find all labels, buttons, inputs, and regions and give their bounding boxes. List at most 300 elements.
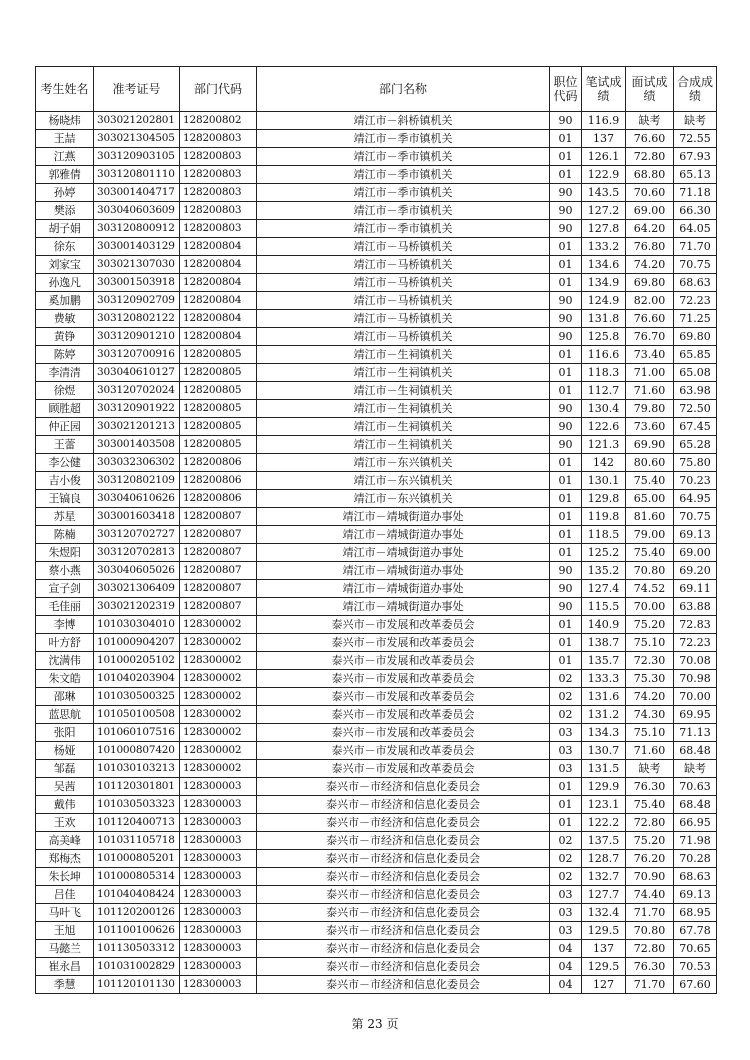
cell-interview-score: 69.00 bbox=[626, 202, 674, 220]
header-ticket: 准考证号 bbox=[94, 67, 180, 112]
cell-written-score: 122.2 bbox=[582, 814, 626, 832]
cell-total-score: 70.98 bbox=[674, 670, 717, 688]
cell-interview-score: 75.20 bbox=[626, 832, 674, 850]
cell-dept-code: 128200804 bbox=[180, 328, 257, 346]
cell-interview-score: 76.30 bbox=[626, 958, 674, 976]
cell-name: 吴茜 bbox=[36, 778, 94, 796]
cell-interview-score: 缺考 bbox=[626, 112, 674, 130]
cell-position-code: 01 bbox=[550, 346, 582, 364]
table-row bbox=[36, 508, 717, 526]
cell-name: 王蕾 bbox=[36, 436, 94, 454]
cell-written-score: 135.7 bbox=[582, 652, 626, 670]
cell-written-score: 135.2 bbox=[582, 562, 626, 580]
cell-dept-name: 靖江市－马桥镇机关 bbox=[257, 238, 550, 256]
table-row bbox=[36, 634, 717, 652]
cell-dept-name: 靖江市－生祠镇机关 bbox=[257, 382, 550, 400]
table-row bbox=[36, 904, 717, 922]
cell-ticket: 303001403129 bbox=[94, 238, 180, 256]
cell-total-score: 68.95 bbox=[674, 904, 717, 922]
cell-interview-score: 71.70 bbox=[626, 976, 674, 994]
cell-dept-code: 128200803 bbox=[180, 202, 257, 220]
cell-ticket: 101000805314 bbox=[94, 868, 180, 886]
cell-interview-score: 71.70 bbox=[626, 904, 674, 922]
cell-position-code: 02 bbox=[550, 706, 582, 724]
table-row bbox=[36, 850, 717, 868]
cell-dept-name: 靖江市－生祠镇机关 bbox=[257, 418, 550, 436]
cell-dept-name: 靖江市－东兴镇机关 bbox=[257, 490, 550, 508]
table-row bbox=[36, 544, 717, 562]
cell-written-score: 124.9 bbox=[582, 292, 626, 310]
cell-total-score: 68.63 bbox=[674, 274, 717, 292]
cell-name: 顾胜超 bbox=[36, 400, 94, 418]
cell-name: 李公健 bbox=[36, 454, 94, 472]
cell-dept-code: 128200804 bbox=[180, 274, 257, 292]
cell-total-score: 65.08 bbox=[674, 364, 717, 382]
cell-name: 郭雅倩 bbox=[36, 166, 94, 184]
cell-written-score: 143.5 bbox=[582, 184, 626, 202]
cell-total-score: 65.28 bbox=[674, 436, 717, 454]
cell-written-score: 127.4 bbox=[582, 580, 626, 598]
cell-position-code: 90 bbox=[550, 220, 582, 238]
cell-dept-code: 128200805 bbox=[180, 436, 257, 454]
cell-position-code: 90 bbox=[550, 400, 582, 418]
cell-dept-code: 128200807 bbox=[180, 508, 257, 526]
cell-total-score: 70.63 bbox=[674, 778, 717, 796]
table-row bbox=[36, 688, 717, 706]
cell-written-score: 125.2 bbox=[582, 544, 626, 562]
table-row bbox=[36, 130, 717, 148]
cell-ticket: 101120101130 bbox=[94, 976, 180, 994]
cell-dept-name: 靖江市－生祠镇机关 bbox=[257, 400, 550, 418]
cell-written-score: 137.5 bbox=[582, 832, 626, 850]
header-dept-name: 部门名称 bbox=[257, 67, 550, 112]
cell-dept-name: 泰兴市－市发展和改革委员会 bbox=[257, 634, 550, 652]
cell-interview-score: 69.90 bbox=[626, 436, 674, 454]
cell-name: 江燕 bbox=[36, 148, 94, 166]
cell-total-score: 65.85 bbox=[674, 346, 717, 364]
cell-ticket: 101100100626 bbox=[94, 922, 180, 940]
cell-name: 苏星 bbox=[36, 508, 94, 526]
cell-written-score: 134.3 bbox=[582, 724, 626, 742]
cell-total-score: 69.13 bbox=[674, 526, 717, 544]
cell-dept-code: 128200804 bbox=[180, 310, 257, 328]
cell-interview-score: 82.00 bbox=[626, 292, 674, 310]
cell-position-code: 04 bbox=[550, 940, 582, 958]
cell-ticket: 101120200126 bbox=[94, 904, 180, 922]
table-row bbox=[36, 562, 717, 580]
cell-interview-score: 70.00 bbox=[626, 598, 674, 616]
cell-position-code: 90 bbox=[550, 580, 582, 598]
cell-written-score: 131.5 bbox=[582, 760, 626, 778]
cell-written-score: 131.8 bbox=[582, 310, 626, 328]
cell-dept-code: 128300002 bbox=[180, 652, 257, 670]
cell-total-score: 71.98 bbox=[674, 832, 717, 850]
cell-total-score: 72.23 bbox=[674, 292, 717, 310]
cell-dept-name: 靖江市－生祠镇机关 bbox=[257, 436, 550, 454]
cell-position-code: 02 bbox=[550, 868, 582, 886]
cell-interview-score: 69.80 bbox=[626, 274, 674, 292]
cell-dept-code: 128200803 bbox=[180, 130, 257, 148]
score-table bbox=[35, 66, 717, 994]
cell-dept-name: 靖江市－生祠镇机关 bbox=[257, 364, 550, 382]
cell-dept-name: 靖江市－东兴镇机关 bbox=[257, 472, 550, 490]
cell-dept-name: 泰兴市－市经济和信息化委员会 bbox=[257, 922, 550, 940]
cell-ticket: 101031105718 bbox=[94, 832, 180, 850]
cell-total-score: 70.65 bbox=[674, 940, 717, 958]
cell-dept-code: 128200804 bbox=[180, 256, 257, 274]
cell-total-score: 69.11 bbox=[674, 580, 717, 598]
table-row bbox=[36, 526, 717, 544]
table-row bbox=[36, 778, 717, 796]
cell-interview-score: 79.80 bbox=[626, 400, 674, 418]
cell-written-score: 132.4 bbox=[582, 904, 626, 922]
cell-ticket: 303001403508 bbox=[94, 436, 180, 454]
table-row bbox=[36, 670, 717, 688]
cell-written-score: 122.9 bbox=[582, 166, 626, 184]
cell-ticket: 303001503918 bbox=[94, 274, 180, 292]
cell-dept-code: 128300003 bbox=[180, 940, 257, 958]
cell-name: 王欢 bbox=[36, 814, 94, 832]
table-row bbox=[36, 292, 717, 310]
cell-dept-name: 靖江市－斜桥镇机关 bbox=[257, 112, 550, 130]
cell-ticket: 303120702813 bbox=[94, 544, 180, 562]
cell-dept-name: 泰兴市－市经济和信息化委员会 bbox=[257, 958, 550, 976]
cell-position-code: 90 bbox=[550, 562, 582, 580]
cell-interview-score: 76.80 bbox=[626, 238, 674, 256]
cell-dept-name: 靖江市－季市镇机关 bbox=[257, 202, 550, 220]
cell-written-score: 130.1 bbox=[582, 472, 626, 490]
cell-total-score: 67.60 bbox=[674, 976, 717, 994]
cell-name: 郑梅杰 bbox=[36, 850, 94, 868]
cell-written-score: 137 bbox=[582, 130, 626, 148]
table-row bbox=[36, 760, 717, 778]
cell-dept-name: 泰兴市－市经济和信息化委员会 bbox=[257, 832, 550, 850]
cell-total-score: 70.28 bbox=[674, 850, 717, 868]
cell-interview-score: 缺考 bbox=[626, 760, 674, 778]
cell-interview-score: 75.20 bbox=[626, 616, 674, 634]
cell-position-code: 03 bbox=[550, 742, 582, 760]
table-row bbox=[36, 418, 717, 436]
cell-position-code: 03 bbox=[550, 922, 582, 940]
cell-position-code: 90 bbox=[550, 292, 582, 310]
table-row bbox=[36, 256, 717, 274]
cell-dept-name: 靖江市－马桥镇机关 bbox=[257, 310, 550, 328]
cell-ticket: 101000205102 bbox=[94, 652, 180, 670]
cell-name: 毛佳丽 bbox=[36, 598, 94, 616]
cell-name: 仲正园 bbox=[36, 418, 94, 436]
cell-dept-code: 128200804 bbox=[180, 238, 257, 256]
cell-position-code: 01 bbox=[550, 166, 582, 184]
cell-position-code: 03 bbox=[550, 724, 582, 742]
table-row bbox=[36, 382, 717, 400]
cell-name: 胡子娟 bbox=[36, 220, 94, 238]
cell-dept-name: 靖江市－靖城街道办事处 bbox=[257, 580, 550, 598]
cell-written-score: 115.5 bbox=[582, 598, 626, 616]
cell-total-score: 65.13 bbox=[674, 166, 717, 184]
table-row bbox=[36, 310, 717, 328]
cell-position-code: 01 bbox=[550, 130, 582, 148]
cell-dept-code: 128300003 bbox=[180, 904, 257, 922]
cell-total-score: 72.23 bbox=[674, 634, 717, 652]
cell-dept-code: 128200802 bbox=[180, 112, 257, 130]
cell-name: 叶方舒 bbox=[36, 634, 94, 652]
cell-written-score: 130.4 bbox=[582, 400, 626, 418]
table-row bbox=[36, 616, 717, 634]
cell-name: 杨娅 bbox=[36, 742, 94, 760]
cell-ticket: 303032306302 bbox=[94, 454, 180, 472]
cell-position-code: 01 bbox=[550, 544, 582, 562]
cell-total-score: 71.13 bbox=[674, 724, 717, 742]
cell-interview-score: 75.10 bbox=[626, 724, 674, 742]
cell-ticket: 101060107516 bbox=[94, 724, 180, 742]
cell-name: 刘家宝 bbox=[36, 256, 94, 274]
cell-interview-score: 74.30 bbox=[626, 706, 674, 724]
cell-dept-name: 泰兴市－市发展和改革委员会 bbox=[257, 742, 550, 760]
cell-dept-code: 128200803 bbox=[180, 220, 257, 238]
cell-dept-code: 128300002 bbox=[180, 688, 257, 706]
cell-ticket: 101030503323 bbox=[94, 796, 180, 814]
cell-name: 沈满伟 bbox=[36, 652, 94, 670]
cell-dept-name: 靖江市－东兴镇机关 bbox=[257, 454, 550, 472]
cell-ticket: 303040610127 bbox=[94, 364, 180, 382]
cell-total-score: 67.45 bbox=[674, 418, 717, 436]
cell-interview-score: 71.00 bbox=[626, 364, 674, 382]
table-row bbox=[36, 886, 717, 904]
cell-interview-score: 75.40 bbox=[626, 796, 674, 814]
cell-name: 孙逸凡 bbox=[36, 274, 94, 292]
header-dept-code: 部门代码 bbox=[180, 67, 257, 112]
table-row bbox=[36, 472, 717, 490]
cell-ticket: 303120702727 bbox=[94, 526, 180, 544]
cell-name: 朱长坤 bbox=[36, 868, 94, 886]
cell-ticket: 101130503312 bbox=[94, 940, 180, 958]
cell-position-code: 90 bbox=[550, 598, 582, 616]
cell-dept-code: 128200803 bbox=[180, 184, 257, 202]
cell-interview-score: 73.40 bbox=[626, 346, 674, 364]
cell-position-code: 04 bbox=[550, 958, 582, 976]
cell-name: 李博 bbox=[36, 616, 94, 634]
cell-position-code: 90 bbox=[550, 436, 582, 454]
table-row bbox=[36, 490, 717, 508]
cell-name: 樊添 bbox=[36, 202, 94, 220]
cell-position-code: 90 bbox=[550, 184, 582, 202]
cell-position-code: 01 bbox=[550, 490, 582, 508]
table-row bbox=[36, 400, 717, 418]
cell-written-score: 125.8 bbox=[582, 328, 626, 346]
cell-dept-code: 128200806 bbox=[180, 472, 257, 490]
cell-dept-code: 128200803 bbox=[180, 166, 257, 184]
cell-dept-code: 128200807 bbox=[180, 526, 257, 544]
cell-dept-name: 靖江市－靖城街道办事处 bbox=[257, 598, 550, 616]
table-row bbox=[36, 814, 717, 832]
cell-total-score: 68.48 bbox=[674, 796, 717, 814]
cell-name: 宣子剑 bbox=[36, 580, 94, 598]
cell-interview-score: 68.80 bbox=[626, 166, 674, 184]
cell-ticket: 303021202801 bbox=[94, 112, 180, 130]
table-row bbox=[36, 364, 717, 382]
cell-name: 陈婷 bbox=[36, 346, 94, 364]
cell-dept-name: 靖江市－靖城街道办事处 bbox=[257, 508, 550, 526]
cell-position-code: 01 bbox=[550, 796, 582, 814]
cell-name: 王镐良 bbox=[36, 490, 94, 508]
cell-dept-code: 128200805 bbox=[180, 418, 257, 436]
cell-name: 奚加鹏 bbox=[36, 292, 94, 310]
cell-written-score: 118.3 bbox=[582, 364, 626, 382]
cell-total-score: 68.48 bbox=[674, 742, 717, 760]
cell-dept-code: 128300002 bbox=[180, 742, 257, 760]
cell-dept-code: 128200806 bbox=[180, 490, 257, 508]
cell-position-code: 01 bbox=[550, 454, 582, 472]
cell-ticket: 101120400713 bbox=[94, 814, 180, 832]
cell-dept-name: 泰兴市－市经济和信息化委员会 bbox=[257, 796, 550, 814]
cell-total-score: 70.00 bbox=[674, 688, 717, 706]
cell-position-code: 01 bbox=[550, 814, 582, 832]
cell-written-score: 131.2 bbox=[582, 706, 626, 724]
cell-dept-name: 泰兴市－市发展和改革委员会 bbox=[257, 652, 550, 670]
cell-ticket: 303040610626 bbox=[94, 490, 180, 508]
cell-position-code: 01 bbox=[550, 526, 582, 544]
cell-name: 王旭 bbox=[36, 922, 94, 940]
cell-total-score: 70.75 bbox=[674, 508, 717, 526]
cell-name: 张阳 bbox=[36, 724, 94, 742]
cell-written-score: 112.7 bbox=[582, 382, 626, 400]
cell-ticket: 303120801110 bbox=[94, 166, 180, 184]
cell-ticket: 101040203904 bbox=[94, 670, 180, 688]
cell-written-score: 127.2 bbox=[582, 202, 626, 220]
cell-total-score: 70.23 bbox=[674, 472, 717, 490]
cell-name: 王喆 bbox=[36, 130, 94, 148]
cell-position-code: 01 bbox=[550, 778, 582, 796]
cell-name: 邵琳 bbox=[36, 688, 94, 706]
cell-interview-score: 76.70 bbox=[626, 328, 674, 346]
cell-position-code: 90 bbox=[550, 418, 582, 436]
cell-written-score: 131.6 bbox=[582, 688, 626, 706]
cell-written-score: 134.9 bbox=[582, 274, 626, 292]
cell-written-score: 129.5 bbox=[582, 922, 626, 940]
table-row bbox=[36, 940, 717, 958]
cell-total-score: 68.63 bbox=[674, 868, 717, 886]
cell-interview-score: 72.80 bbox=[626, 940, 674, 958]
cell-interview-score: 73.60 bbox=[626, 418, 674, 436]
cell-dept-name: 靖江市－季市镇机关 bbox=[257, 166, 550, 184]
table-row bbox=[36, 346, 717, 364]
cell-dept-name: 靖江市－马桥镇机关 bbox=[257, 274, 550, 292]
cell-ticket: 303021202319 bbox=[94, 598, 180, 616]
cell-written-score: 122.6 bbox=[582, 418, 626, 436]
cell-dept-name: 靖江市－季市镇机关 bbox=[257, 220, 550, 238]
table-row bbox=[36, 724, 717, 742]
cell-name: 徐东 bbox=[36, 238, 94, 256]
cell-dept-name: 靖江市－马桥镇机关 bbox=[257, 292, 550, 310]
table-row bbox=[36, 958, 717, 976]
cell-name: 徐煜 bbox=[36, 382, 94, 400]
cell-dept-name: 泰兴市－市经济和信息化委员会 bbox=[257, 976, 550, 994]
cell-written-score: 129.9 bbox=[582, 778, 626, 796]
cell-dept-name: 靖江市－靖城街道办事处 bbox=[257, 562, 550, 580]
cell-name: 朱文皓 bbox=[36, 670, 94, 688]
cell-dept-code: 128200803 bbox=[180, 148, 257, 166]
table-row bbox=[36, 274, 717, 292]
cell-position-code: 01 bbox=[550, 652, 582, 670]
cell-interview-score: 76.60 bbox=[626, 310, 674, 328]
cell-interview-score: 70.90 bbox=[626, 868, 674, 886]
cell-name: 邹磊 bbox=[36, 760, 94, 778]
cell-dept-name: 靖江市－生祠镇机关 bbox=[257, 346, 550, 364]
cell-written-score: 133.3 bbox=[582, 670, 626, 688]
cell-interview-score: 70.60 bbox=[626, 184, 674, 202]
cell-total-score: 71.70 bbox=[674, 238, 717, 256]
table-row bbox=[36, 796, 717, 814]
cell-ticket: 303120800912 bbox=[94, 220, 180, 238]
cell-ticket: 303040605026 bbox=[94, 562, 180, 580]
cell-position-code: 03 bbox=[550, 760, 582, 778]
cell-position-code: 01 bbox=[550, 616, 582, 634]
cell-total-score: 71.18 bbox=[674, 184, 717, 202]
cell-total-score: 69.95 bbox=[674, 706, 717, 724]
cell-interview-score: 74.20 bbox=[626, 256, 674, 274]
cell-interview-score: 70.80 bbox=[626, 922, 674, 940]
cell-position-code: 03 bbox=[550, 886, 582, 904]
cell-ticket: 101050100508 bbox=[94, 706, 180, 724]
cell-ticket: 303021304505 bbox=[94, 130, 180, 148]
cell-total-score: 70.08 bbox=[674, 652, 717, 670]
table-row bbox=[36, 238, 717, 256]
cell-dept-name: 泰兴市－市发展和改革委员会 bbox=[257, 724, 550, 742]
cell-dept-name: 泰兴市－市发展和改革委员会 bbox=[257, 706, 550, 724]
cell-written-score: 132.7 bbox=[582, 868, 626, 886]
cell-name: 蔡小燕 bbox=[36, 562, 94, 580]
cell-written-score: 130.7 bbox=[582, 742, 626, 760]
cell-total-score: 72.83 bbox=[674, 616, 717, 634]
cell-interview-score: 75.10 bbox=[626, 634, 674, 652]
cell-position-code: 01 bbox=[550, 238, 582, 256]
cell-dept-name: 泰兴市－市经济和信息化委员会 bbox=[257, 868, 550, 886]
table-row bbox=[36, 454, 717, 472]
cell-written-score: 121.3 bbox=[582, 436, 626, 454]
cell-position-code: 02 bbox=[550, 850, 582, 868]
cell-position-code: 04 bbox=[550, 976, 582, 994]
header-interview-score: 面试成绩 bbox=[626, 67, 674, 112]
cell-dept-name: 泰兴市－市经济和信息化委员会 bbox=[257, 886, 550, 904]
cell-total-score: 70.75 bbox=[674, 256, 717, 274]
cell-written-score: 128.7 bbox=[582, 850, 626, 868]
cell-interview-score: 75.40 bbox=[626, 544, 674, 562]
cell-total-score: 66.30 bbox=[674, 202, 717, 220]
cell-position-code: 01 bbox=[550, 634, 582, 652]
cell-name: 陈楠 bbox=[36, 526, 94, 544]
cell-written-score: 142 bbox=[582, 454, 626, 472]
cell-ticket: 303021201213 bbox=[94, 418, 180, 436]
cell-interview-score: 71.60 bbox=[626, 742, 674, 760]
cell-dept-code: 128200805 bbox=[180, 400, 257, 418]
cell-dept-name: 泰兴市－市发展和改革委员会 bbox=[257, 760, 550, 778]
cell-total-score: 70.53 bbox=[674, 958, 717, 976]
cell-name: 杨晓炜 bbox=[36, 112, 94, 130]
cell-name: 高美峰 bbox=[36, 832, 94, 850]
cell-interview-score: 80.60 bbox=[626, 454, 674, 472]
cell-name: 吉小俊 bbox=[36, 472, 94, 490]
cell-written-score: 116.9 bbox=[582, 112, 626, 130]
cell-written-score: 129.5 bbox=[582, 958, 626, 976]
table-row bbox=[36, 868, 717, 886]
cell-position-code: 90 bbox=[550, 112, 582, 130]
table-row bbox=[36, 706, 717, 724]
header-name: 考生姓名 bbox=[36, 67, 94, 112]
cell-name: 李清清 bbox=[36, 364, 94, 382]
cell-dept-name: 泰兴市－市经济和信息化委员会 bbox=[257, 778, 550, 796]
cell-name: 孙婷 bbox=[36, 184, 94, 202]
header-position-code: 职位代码 bbox=[550, 67, 582, 112]
